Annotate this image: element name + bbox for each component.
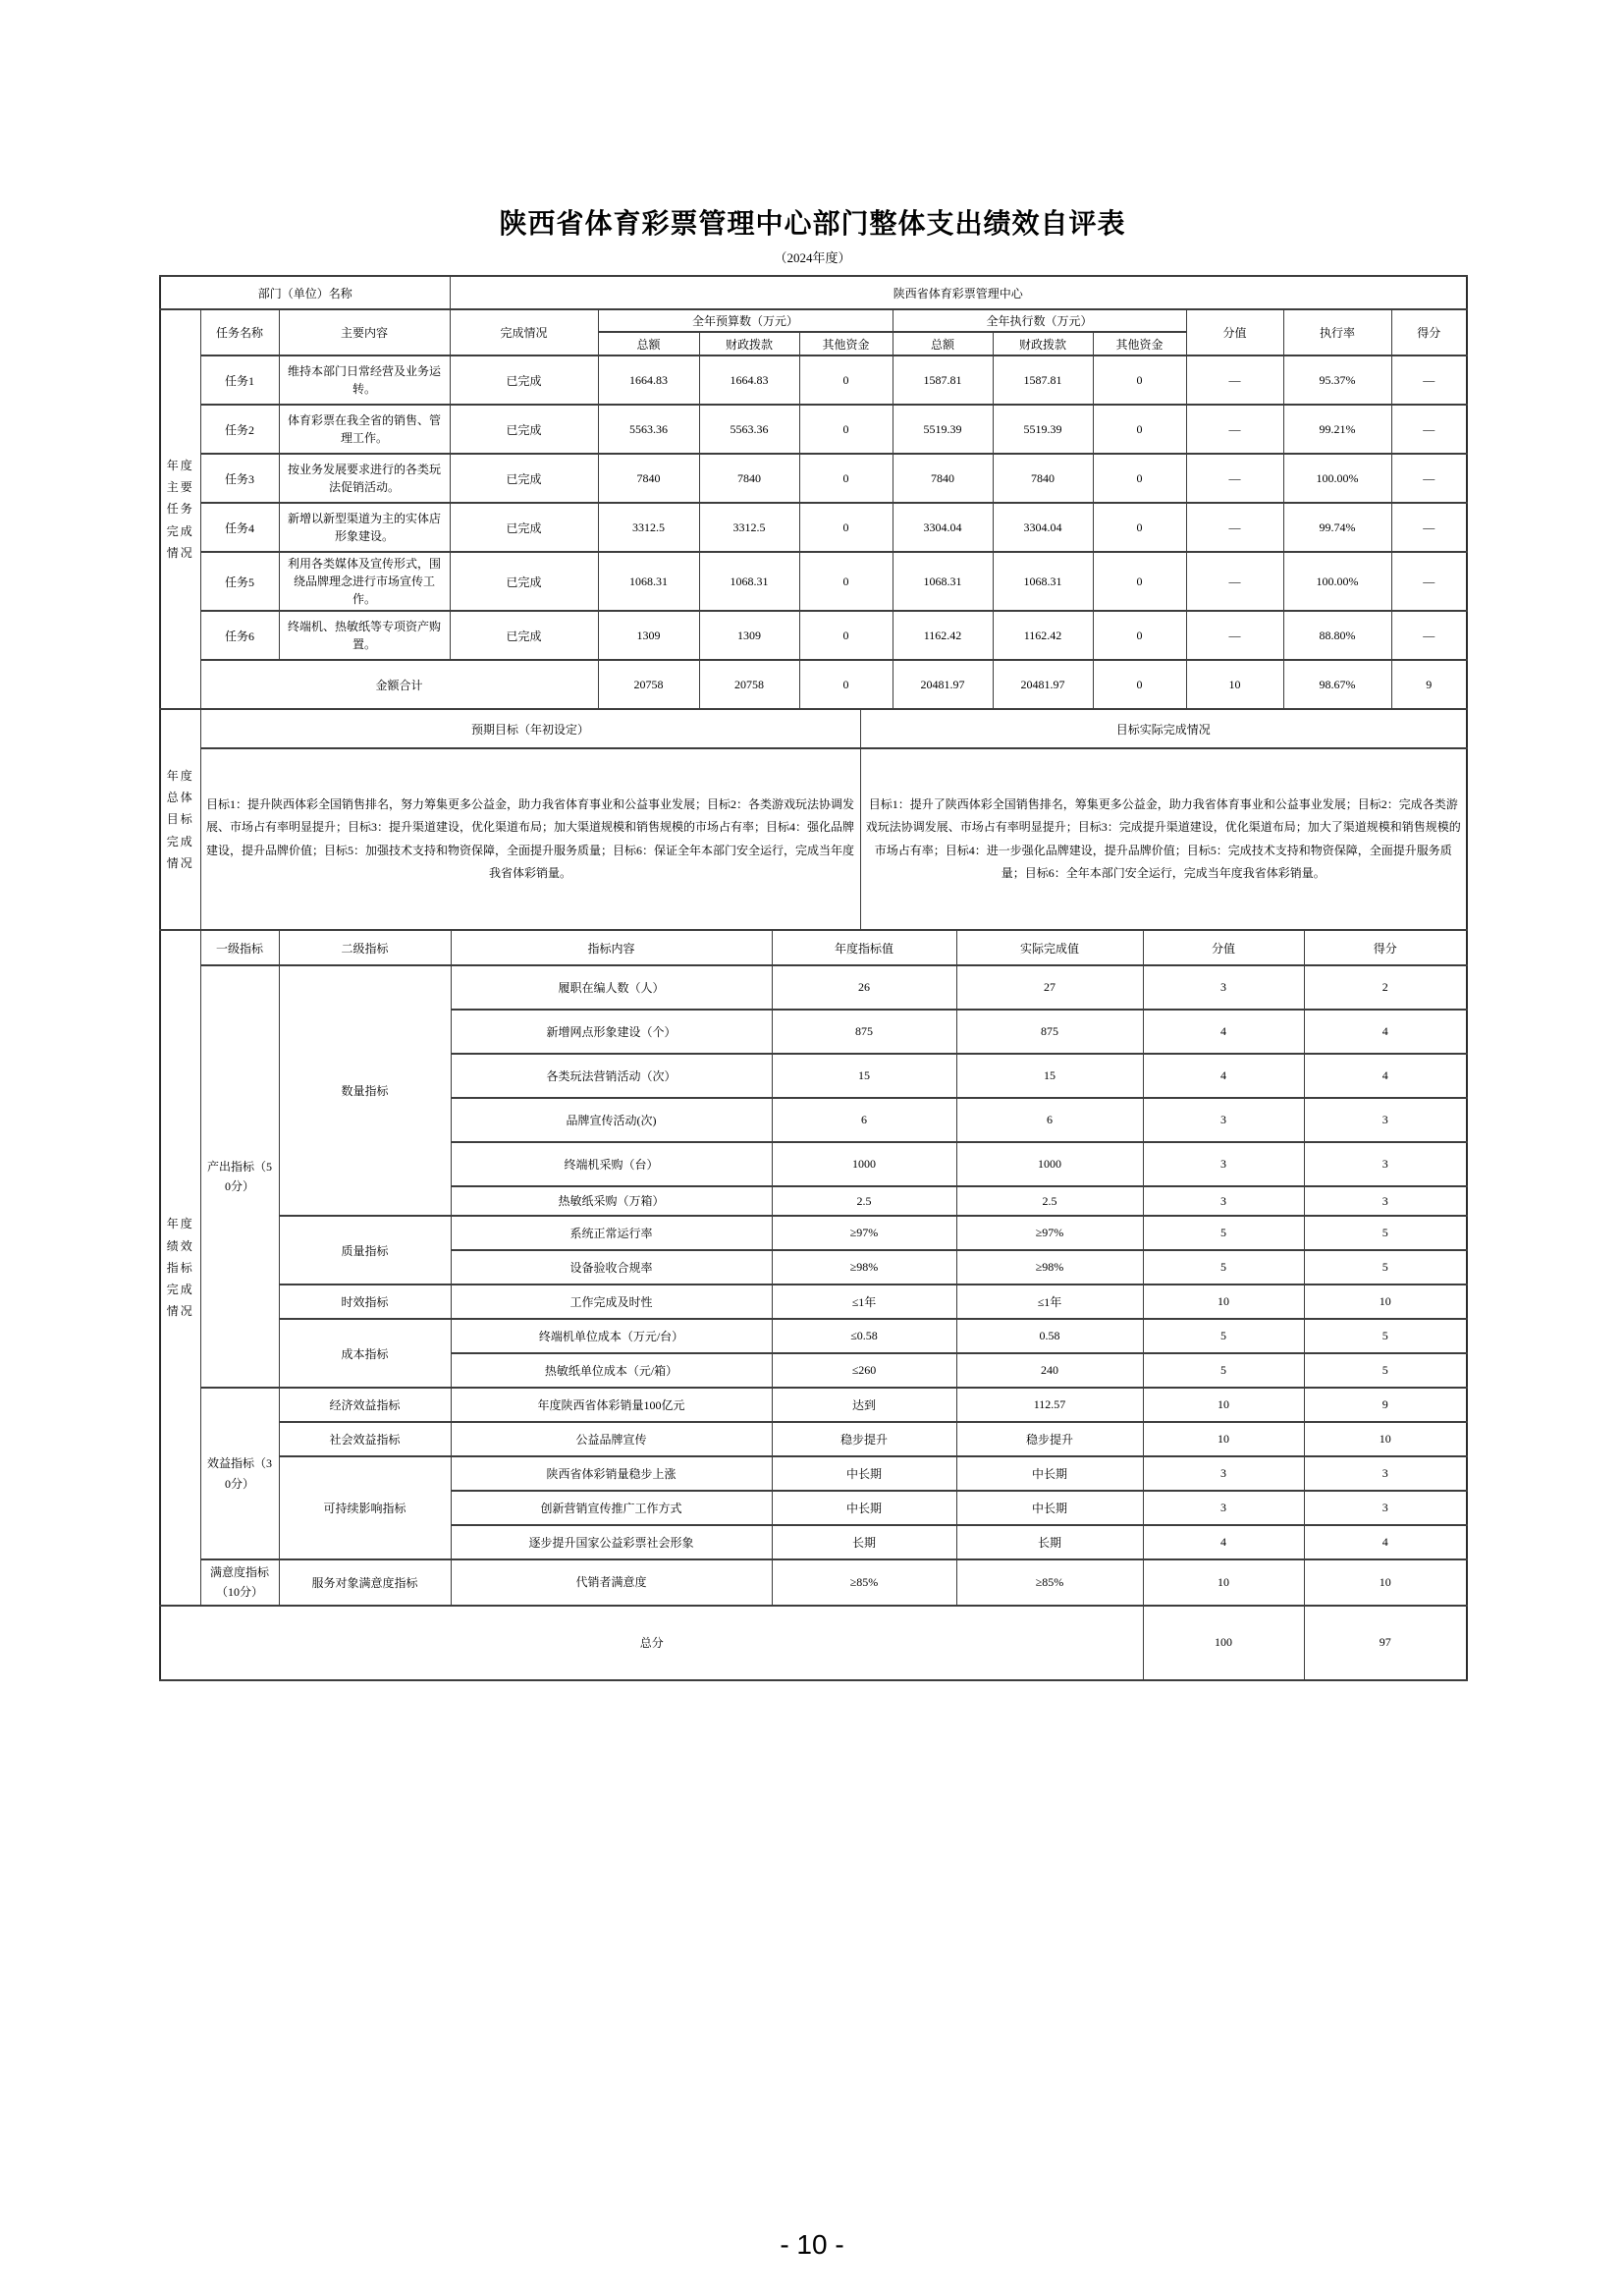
task-points: 10 [1186, 660, 1283, 709]
total-points-value: 100 [1143, 1606, 1304, 1680]
annual-target: 15 [772, 1054, 956, 1098]
annual-target: 2.5 [772, 1186, 956, 1216]
exec-total: 1068.31 [893, 552, 993, 611]
exec-other: 0 [1093, 503, 1186, 552]
task-table [159, 275, 1468, 710]
budget-fiscal: 5563.36 [699, 405, 799, 454]
task-row [160, 355, 1467, 405]
ind-score: 2 [1304, 965, 1467, 1010]
annual-target: 1000 [772, 1142, 956, 1186]
level2-social: 社会效益指标 [279, 1422, 451, 1456]
task-header-row-1 [160, 309, 1467, 332]
task-status: 已完成 [450, 454, 598, 503]
level2-economic: 经济效益指标 [279, 1388, 451, 1422]
ind-score: 3 [1304, 1142, 1467, 1186]
indicator-content: 创新营销宣传推广工作方式 [451, 1491, 772, 1525]
indicator-content: 代销者满意度 [451, 1559, 772, 1606]
task-points: — [1186, 405, 1283, 454]
col-level1: 一级指标 [200, 930, 279, 965]
goal-table [159, 708, 1468, 931]
actual-value: 875 [956, 1010, 1143, 1054]
exec-other: 0 [1093, 405, 1186, 454]
exec-total: 20481.97 [893, 660, 993, 709]
total-score-row [160, 1606, 1467, 1680]
indicator-content: 陕西省体彩销量稳步上涨 [451, 1456, 772, 1491]
task-row [160, 552, 1467, 611]
exec-other: 0 [1093, 355, 1186, 405]
ind-points: 3 [1143, 1186, 1304, 1216]
expected-goal-header: 预期目标（年初设定） [200, 709, 860, 748]
task-content: 维持本部门日常经营及业务运转。 [279, 355, 450, 405]
budget-total: 1664.83 [598, 355, 699, 405]
col-annual-target: 年度指标值 [772, 930, 956, 965]
budget-other: 0 [799, 552, 893, 611]
task-score: 9 [1391, 660, 1467, 709]
exec-other: 0 [1093, 552, 1186, 611]
level1-satisfaction: 满意度指标（10分） [200, 1559, 279, 1606]
col-budget-fiscal: 财政拨款 [699, 332, 799, 355]
task-points: — [1186, 552, 1283, 611]
indicator-row [160, 1319, 1467, 1353]
goal-header-row [160, 709, 1467, 748]
ind-score: 5 [1304, 1353, 1467, 1388]
indicator-content: 工作完成及时性 [451, 1285, 772, 1319]
task-name: 任务3 [200, 454, 279, 503]
dept-label: 部门（单位）名称 [160, 276, 450, 309]
annual-target: ≥98% [772, 1250, 956, 1285]
indicator-header-row [160, 930, 1467, 965]
task-points: — [1186, 611, 1283, 660]
ind-points: 3 [1143, 1491, 1304, 1525]
ind-points: 3 [1143, 965, 1304, 1010]
ind-score: 3 [1304, 1491, 1467, 1525]
indicator-content: 年度陕西省体彩销量100亿元 [451, 1388, 772, 1422]
task-points: — [1186, 355, 1283, 405]
actual-value: ≥98% [956, 1250, 1143, 1285]
task-score: — [1391, 355, 1467, 405]
actual-value: ≤1年 [956, 1285, 1143, 1319]
exec-other: 0 [1093, 660, 1186, 709]
task-rate: 99.21% [1283, 405, 1391, 454]
actual-goal-header: 目标实际完成情况 [860, 709, 1467, 748]
budget-other: 0 [799, 611, 893, 660]
ind-score: 3 [1304, 1098, 1467, 1142]
task-name: 任务5 [200, 552, 279, 611]
indicator-section-label: 年度绩效指标完成情况 [160, 930, 200, 1606]
ind-score: 9 [1304, 1388, 1467, 1422]
col-score: 得分 [1391, 309, 1467, 355]
col-exec-fiscal: 财政拨款 [993, 332, 1093, 355]
exec-total: 3304.04 [893, 503, 993, 552]
actual-value: ≥97% [956, 1216, 1143, 1250]
col-budget-other: 其他资金 [799, 332, 893, 355]
indicator-row [160, 1559, 1467, 1606]
col-ind-score: 得分 [1304, 930, 1467, 965]
level2-cost: 成本指标 [279, 1319, 451, 1388]
col-budget-total: 总额 [598, 332, 699, 355]
total-score-value: 97 [1304, 1606, 1467, 1680]
annual-target: 6 [772, 1098, 956, 1142]
task-content: 终端机、热敏纸等专项资产购置。 [279, 611, 450, 660]
budget-other: 0 [799, 503, 893, 552]
annual-target: ≤0.58 [772, 1319, 956, 1353]
exec-other: 0 [1093, 611, 1186, 660]
actual-value: 1000 [956, 1142, 1143, 1186]
level1-output: 产出指标（50分） [200, 965, 279, 1388]
col-level2: 二级指标 [279, 930, 451, 965]
actual-value: 112.57 [956, 1388, 1143, 1422]
ind-points: 3 [1143, 1098, 1304, 1142]
exec-fiscal: 1587.81 [993, 355, 1093, 405]
actual-value: 6 [956, 1098, 1143, 1142]
task-rate: 88.80% [1283, 611, 1391, 660]
actual-goal-text: 目标1：提升了陕西体彩全国销售排名，筹集更多公益金，助力我省体育事业和公益事业发展；目标2：完成各类游戏玩法协调发展、市场占有率明显提升；目标3：完成提升渠道建设，优化渠道布局；加大了渠道规模和销售规模的市场占有率；目标4：进一步强化品牌建设，提升品牌价值；目标5：完成技术支持和物资保障，全面提升服务质量；目标6：全年本部门安全运行，完成当年度我省体彩销量。 [860, 748, 1467, 930]
ind-points: 5 [1143, 1216, 1304, 1250]
ind-score: 10 [1304, 1559, 1467, 1606]
annual-target: 中长期 [772, 1491, 956, 1525]
ind-points: 10 [1143, 1285, 1304, 1319]
actual-value: 长期 [956, 1525, 1143, 1559]
task-row [160, 503, 1467, 552]
ind-points: 5 [1143, 1250, 1304, 1285]
task-row [160, 454, 1467, 503]
ind-points: 3 [1143, 1142, 1304, 1186]
indicator-row [160, 1422, 1467, 1456]
ind-score: 4 [1304, 1010, 1467, 1054]
budget-total: 5563.36 [598, 405, 699, 454]
indicator-row [160, 965, 1467, 1010]
task-name: 任务6 [200, 611, 279, 660]
ind-points: 4 [1143, 1010, 1304, 1054]
exec-fiscal: 1068.31 [993, 552, 1093, 611]
indicator-content: 设备验收合规率 [451, 1250, 772, 1285]
task-score: — [1391, 552, 1467, 611]
budget-fiscal: 20758 [699, 660, 799, 709]
actual-value: 15 [956, 1054, 1143, 1098]
task-status: 已完成 [450, 611, 598, 660]
exec-total: 7840 [893, 454, 993, 503]
ind-score: 4 [1304, 1525, 1467, 1559]
col-completion: 完成情况 [450, 309, 598, 355]
document-sheet [159, 202, 1466, 1681]
task-rate: 100.00% [1283, 454, 1391, 503]
actual-value: ≥85% [956, 1559, 1143, 1606]
page-title: 陕西省体育彩票管理中心部门整体支出绩效自评表 [499, 209, 1126, 240]
exec-fiscal: 5519.39 [993, 405, 1093, 454]
actual-value: 中长期 [956, 1456, 1143, 1491]
level2-timeliness: 时效指标 [279, 1285, 451, 1319]
ind-points: 5 [1143, 1353, 1304, 1388]
task-points: — [1186, 503, 1283, 552]
level2-quantity: 数量指标 [279, 965, 451, 1216]
indicator-content: 履职在编人数（人） [451, 965, 772, 1010]
indicator-row [160, 1388, 1467, 1422]
total-score-label: 总分 [160, 1606, 1143, 1680]
ind-points: 5 [1143, 1319, 1304, 1353]
annual-target: 875 [772, 1010, 956, 1054]
indicator-content: 热敏纸采购（万箱） [451, 1186, 772, 1216]
indicator-content: 终端机单位成本（万元/台） [451, 1319, 772, 1353]
budget-other: 0 [799, 454, 893, 503]
budget-fiscal: 1309 [699, 611, 799, 660]
task-status: 已完成 [450, 503, 598, 552]
task-rate: 100.00% [1283, 552, 1391, 611]
task-name: 任务4 [200, 503, 279, 552]
task-total-label: 金额合计 [200, 660, 598, 709]
dept-value: 陕西省体育彩票管理中心 [450, 276, 1467, 309]
task-status: 已完成 [450, 405, 598, 454]
level2-service-satisfaction: 服务对象满意度指标 [279, 1559, 451, 1606]
actual-value: 稳步提升 [956, 1422, 1143, 1456]
level2-sustainable: 可持续影响指标 [279, 1456, 451, 1559]
task-score: — [1391, 611, 1467, 660]
exec-fiscal: 1162.42 [993, 611, 1093, 660]
task-status: 已完成 [450, 355, 598, 405]
indicator-content: 各类玩法营销活动（次） [451, 1054, 772, 1098]
page-subtitle: （2024年度） [774, 250, 851, 265]
exec-total: 5519.39 [893, 405, 993, 454]
exec-fiscal: 3304.04 [993, 503, 1093, 552]
annual-target: 长期 [772, 1525, 956, 1559]
annual-target: 中长期 [772, 1456, 956, 1491]
ind-points: 4 [1143, 1525, 1304, 1559]
col-main-content: 主要内容 [279, 309, 450, 355]
budget-total: 7840 [598, 454, 699, 503]
indicator-content: 品牌宣传活动(次) [451, 1098, 772, 1142]
ind-points: 10 [1143, 1422, 1304, 1456]
budget-other: 0 [799, 405, 893, 454]
col-indicator-content: 指标内容 [451, 930, 772, 965]
task-rate: 99.74% [1283, 503, 1391, 552]
indicator-content: 终端机采购（台） [451, 1142, 772, 1186]
ind-score: 5 [1304, 1319, 1467, 1353]
annual-target: ≥85% [772, 1559, 956, 1606]
task-content: 新增以新型渠道为主的实体店形象建设。 [279, 503, 450, 552]
ind-score: 3 [1304, 1456, 1467, 1491]
col-actual-value: 实际完成值 [956, 930, 1143, 965]
ind-points: 10 [1143, 1559, 1304, 1606]
annual-target: ≥97% [772, 1216, 956, 1250]
col-task-name: 任务名称 [200, 309, 279, 355]
task-status: 已完成 [450, 552, 598, 611]
budget-fiscal: 1664.83 [699, 355, 799, 405]
task-points: — [1186, 454, 1283, 503]
task-content: 利用各类媒体及宣传形式，围绕品牌理念进行市场宣传工作。 [279, 552, 450, 611]
ind-score: 3 [1304, 1186, 1467, 1216]
indicator-table [159, 929, 1468, 1681]
budget-total: 1068.31 [598, 552, 699, 611]
annual-target: 26 [772, 965, 956, 1010]
col-exec-total: 总额 [893, 332, 993, 355]
annual-target: ≤1年 [772, 1285, 956, 1319]
ind-score: 10 [1304, 1285, 1467, 1319]
indicator-content: 系统正常运行率 [451, 1216, 772, 1250]
task-row [160, 405, 1467, 454]
indicator-row [160, 1285, 1467, 1319]
task-content: 按业务发展要求进行的各类玩法促销活动。 [279, 454, 450, 503]
col-exec-group: 全年执行数（万元） [893, 309, 1186, 332]
annual-target: ≤260 [772, 1353, 956, 1388]
actual-value: 中长期 [956, 1491, 1143, 1525]
task-name: 任务2 [200, 405, 279, 454]
task-section-label: 年度主要任务完成情况 [160, 309, 200, 709]
budget-total: 1309 [598, 611, 699, 660]
annual-target: 稳步提升 [772, 1422, 956, 1456]
task-rate: 95.37% [1283, 355, 1391, 405]
actual-value: 0.58 [956, 1319, 1143, 1353]
col-points: 分值 [1186, 309, 1283, 355]
task-row [160, 611, 1467, 660]
indicator-row [160, 1456, 1467, 1491]
ind-score: 5 [1304, 1216, 1467, 1250]
task-score: — [1391, 503, 1467, 552]
indicator-content: 新增网点形象建设（个） [451, 1010, 772, 1054]
ind-points: 10 [1143, 1388, 1304, 1422]
page-number: - 10 - [780, 2229, 844, 2260]
exec-fiscal: 20481.97 [993, 660, 1093, 709]
ind-points: 3 [1143, 1456, 1304, 1491]
budget-total: 3312.5 [598, 503, 699, 552]
ind-score: 10 [1304, 1422, 1467, 1456]
task-content: 体育彩票在我全省的销售、管理工作。 [279, 405, 450, 454]
exec-other: 0 [1093, 454, 1186, 503]
indicator-content: 逐步提升国家公益彩票社会形象 [451, 1525, 772, 1559]
ind-score: 4 [1304, 1054, 1467, 1098]
ind-score: 5 [1304, 1250, 1467, 1285]
budget-fiscal: 1068.31 [699, 552, 799, 611]
task-score: — [1391, 454, 1467, 503]
budget-other: 0 [799, 355, 893, 405]
actual-value: 27 [956, 965, 1143, 1010]
task-name: 任务1 [200, 355, 279, 405]
task-total-row [160, 660, 1467, 709]
actual-value: 240 [956, 1353, 1143, 1388]
indicator-content: 公益品牌宣传 [451, 1422, 772, 1456]
level2-quality: 质量指标 [279, 1216, 451, 1285]
col-budget-group: 全年预算数（万元） [598, 309, 893, 332]
budget-other: 0 [799, 660, 893, 709]
level1-benefit: 效益指标（30分） [200, 1388, 279, 1559]
actual-value: 2.5 [956, 1186, 1143, 1216]
dept-row [160, 276, 1467, 309]
exec-fiscal: 7840 [993, 454, 1093, 503]
task-score: — [1391, 405, 1467, 454]
col-exec-other: 其他资金 [1093, 332, 1186, 355]
budget-fiscal: 7840 [699, 454, 799, 503]
goal-text-row [160, 748, 1467, 930]
task-rate: 98.67% [1283, 660, 1391, 709]
budget-fiscal: 3312.5 [699, 503, 799, 552]
exec-total: 1587.81 [893, 355, 993, 405]
exec-total: 1162.42 [893, 611, 993, 660]
indicator-content: 热敏纸单位成本（元/箱） [451, 1353, 772, 1388]
col-ind-points: 分值 [1143, 930, 1304, 965]
indicator-row [160, 1216, 1467, 1250]
expected-goal-text: 目标1：提升陕西体彩全国销售排名，努力筹集更多公益金，助力我省体育事业和公益事业发展；目标2：各类游戏玩法协调发展、市场占有率明显提升；目标3：提升渠道建设，优化渠道布局；加大渠道规模和销售规模的市场占有率；目标4：强化品牌建设，提升品牌价值；目标5：加强技术支持和物资保障，全面提升服务质量；目标6：保证全年本部门安全运行，完成当年度我省体彩销量。 [200, 748, 860, 930]
annual-target: 达到 [772, 1388, 956, 1422]
ind-points: 4 [1143, 1054, 1304, 1098]
goal-section-label: 年度总体目标完成情况 [160, 709, 200, 930]
budget-total: 20758 [598, 660, 699, 709]
col-exec-rate: 执行率 [1283, 309, 1391, 355]
